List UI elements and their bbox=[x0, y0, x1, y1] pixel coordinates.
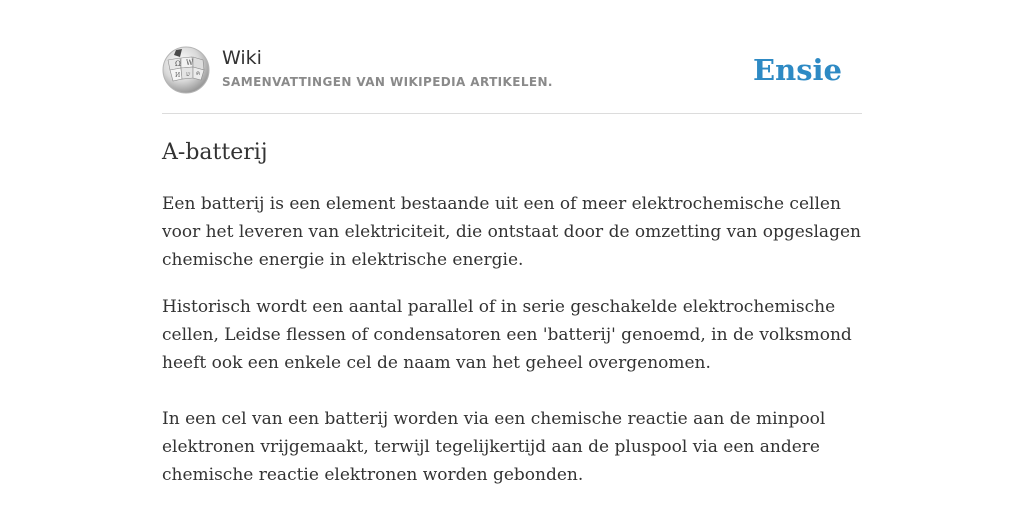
wikipedia-globe-icon[interactable] bbox=[162, 46, 210, 94]
svg-text:ค: ค bbox=[196, 70, 201, 77]
svg-text:ש: ש bbox=[186, 71, 191, 78]
article-title: A-batterij bbox=[162, 140, 268, 165]
site-tagline: SAMENVATTINGEN VAN WIKIPEDIA ARTIKELEN. bbox=[222, 75, 553, 89]
content-container bbox=[162, 46, 862, 489]
article-paragraph-2: Historisch wordt een aantal parallel of in serie geschakelde elektrochemische cellen, Leidse flessen of condensatoren een 'batterij' genoemd, in de volksmond heeft ook een enkele cel de naam van het geheel overgenomen. In een cel van een batterij worden via een chemische reactie aan de minpool elektronen vrijgemaakt, terwijl tegelijkertijd aan de pluspool via een andere chemische reactie elektronen worden gebonden. bbox=[162, 297, 852, 485]
svg-text:И: И bbox=[175, 72, 181, 79]
site-header bbox=[162, 46, 862, 114]
site-name[interactable]: Wiki bbox=[222, 47, 262, 69]
ensie-brand-logo[interactable]: Ensie bbox=[753, 53, 842, 87]
svg-text:Ω: Ω bbox=[175, 60, 181, 68]
article-paragraph-1: Een batterij is een element bestaande uit een of meer elektrochemische cellen voor het leveren van elektriciteit, die ontstaat door de omzetting van opgeslagen chemische energie in elektrische energie. bbox=[162, 194, 861, 270]
svg-text:W: W bbox=[186, 59, 194, 67]
